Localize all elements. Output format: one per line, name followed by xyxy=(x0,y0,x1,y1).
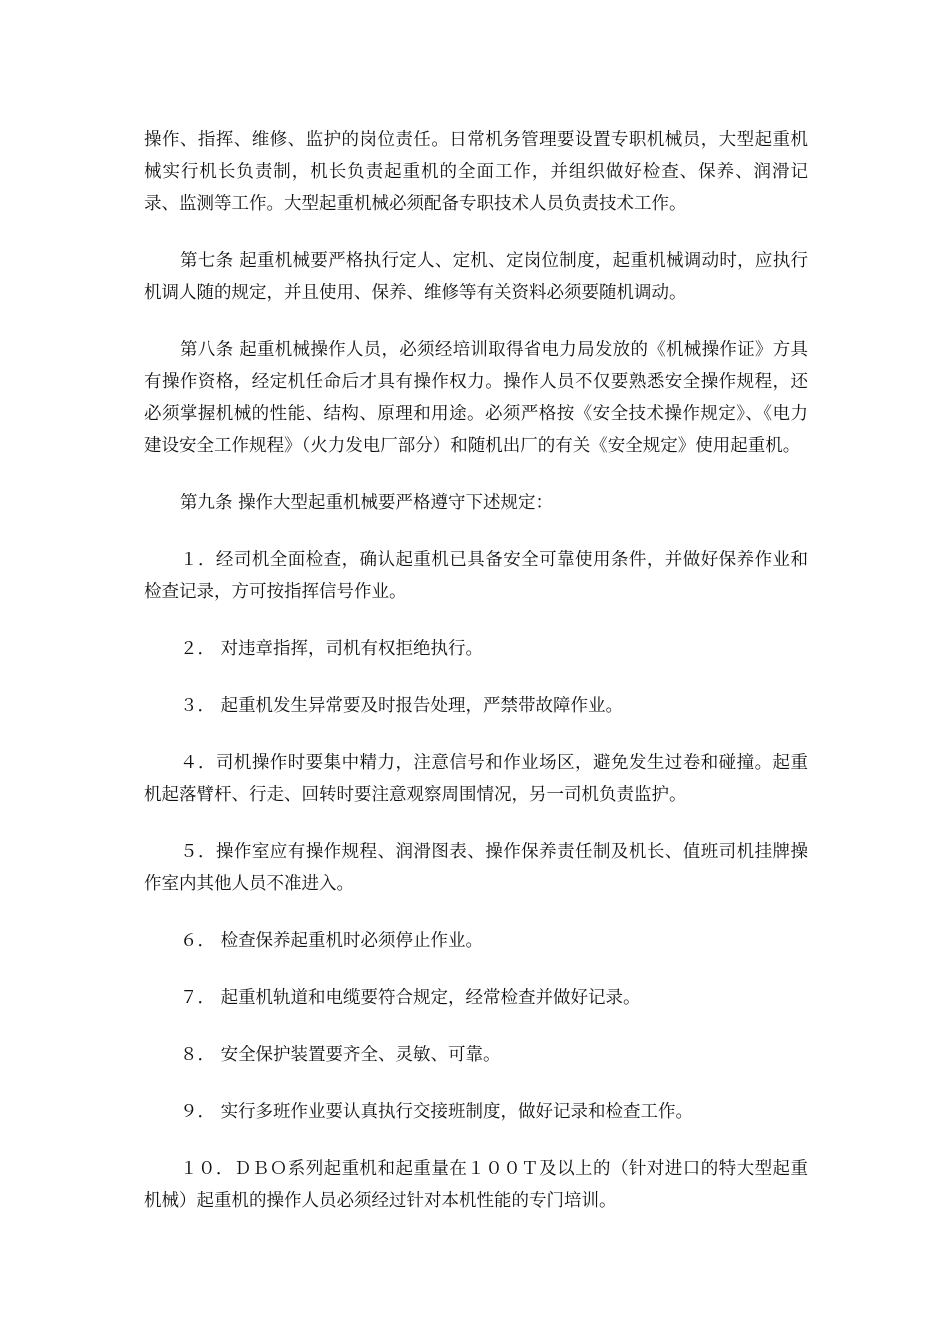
paragraph-intro: 操作、指挥、维修、监护的岗位责任。日常机务管理要设置专职机械员，大型起重机械实行机长负责制，机长负责起重机的全面工作，并组织做好检查、保养、润滑记录、监测等工作。大型起重机械必须配备专职技术人员负责技术工作。 xyxy=(144,130,808,214)
article-7: 第七条 起重机械要严格执行定人、定机、定岗位制度，起重机械调动时，应执行机调人随的规定，并且使用、保养、维修等有关资料必须要随机调动。 xyxy=(144,251,808,303)
rule-item-3: ３． 起重机发生异常要及时报告处理，严禁带故障作业。 xyxy=(180,696,624,716)
rule-item-7: ７． 起重机轨道和电缆要符合规定，经常检查并做好记录。 xyxy=(180,988,641,1008)
article-9-heading: 第九条 操作大型起重机械要严格遵守下述规定： xyxy=(180,493,554,513)
rule-item-2: ２． 对违章指挥，司机有权拒绝执行。 xyxy=(180,639,484,659)
rule-item-9: ９． 实行多班作业要认真执行交接班制度，做好记录和检查工作。 xyxy=(180,1102,694,1122)
rule-item-5: ５．操作室应有操作规程、润滑图表、操作保养责任制及机长、值班司机挂牌操作室内其他人员不准进入。 xyxy=(144,842,808,894)
rule-item-4: ４．司机操作时要集中精力，注意信号和作业场区，避免发生过卷和碰撞。起重机起落臂杆、行走、回转时要注意观察周围情况，另一司机负责监护。 xyxy=(144,753,808,805)
document-page xyxy=(144,124,808,1217)
rule-item-10: １０．ＤＢＯ系列起重机和起重量在１００Ｔ及以上的（针对进口的特大型起重机械）起重机的操作人员必须经过针对本机性能的专门培训。 xyxy=(144,1159,808,1211)
article-8: 第八条 起重机械操作人员，必须经培训取得省电力局发放的《机械操作证》方具有操作资格，经定机任命后才具有操作权力。操作人员不仅要熟悉安全操作规程，还必须掌握机械的性能、结构、原理和用途。必须严格按《安全技术操作规定》、《电力建设安全工作规程》（火力发电厂部分）和随机出厂的有关《安全规定》使用起重机。 xyxy=(144,340,808,456)
rule-item-1: １．经司机全面检查，确认起重机已具备安全可靠使用条件，并做好保养作业和检查记录，方可按指挥信号作业。 xyxy=(144,550,808,602)
rule-item-6: ６． 检查保养起重机时必须停止作业。 xyxy=(180,931,484,951)
rule-item-8: ８． 安全保护装置要齐全、灵敏、可靠。 xyxy=(180,1045,501,1065)
